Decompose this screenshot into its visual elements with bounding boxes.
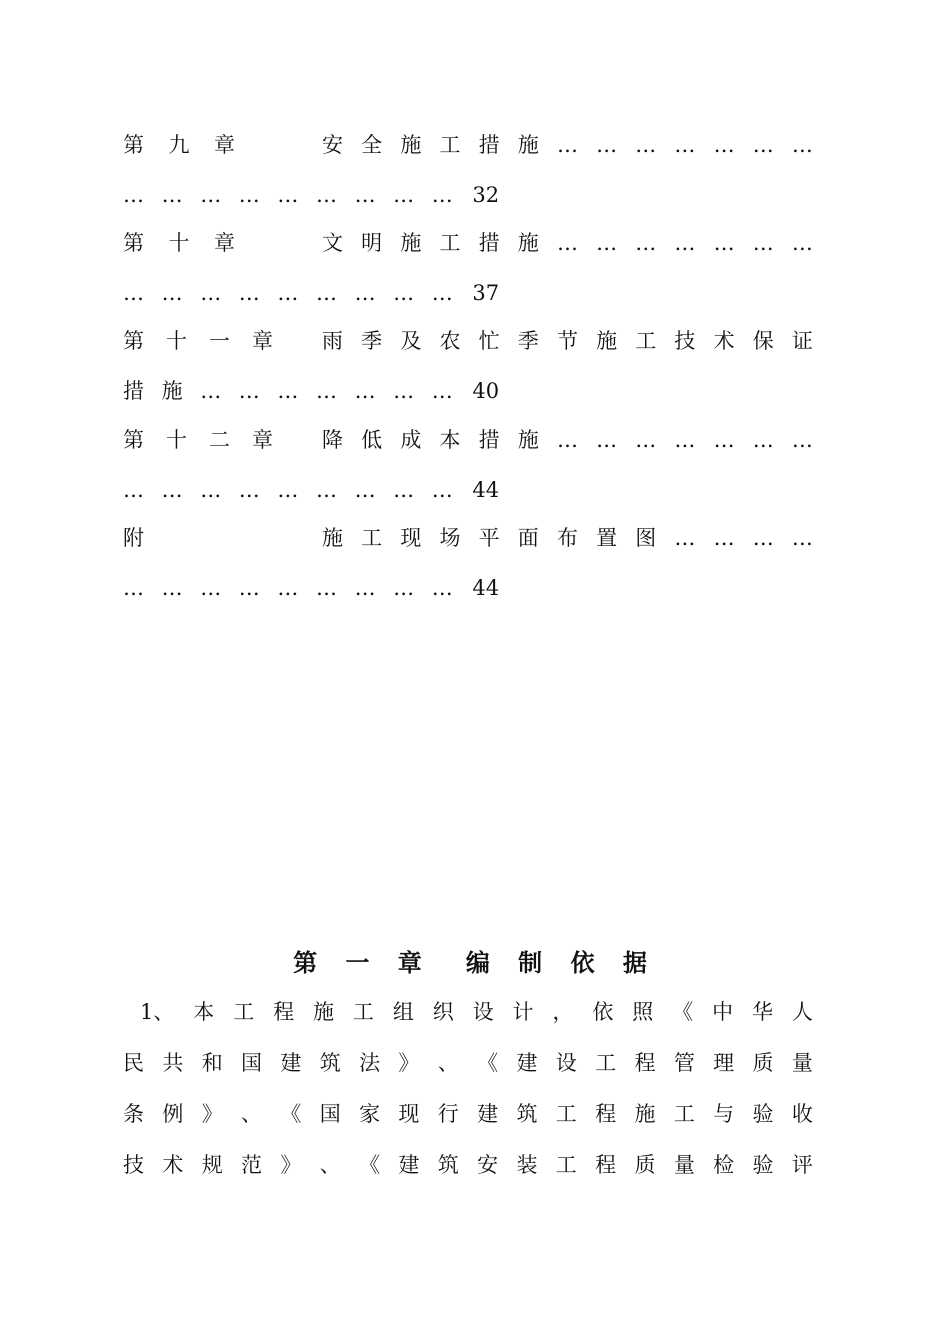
body-char: 《 [477, 1051, 499, 1075]
toc-char: … [277, 281, 299, 305]
body-char: 照 [632, 1000, 654, 1024]
body-char: 与 [713, 1102, 735, 1126]
body-text-line [140, 997, 813, 1027]
body-text-line [123, 1150, 813, 1180]
toc-char: … [713, 428, 735, 452]
body-char: 装 [516, 1153, 538, 1177]
toc-entry-continuation [123, 573, 499, 603]
body-char: ， [552, 1000, 574, 1024]
toc-char: 施 [322, 526, 343, 550]
body-char: 国 [319, 1102, 341, 1126]
body-char: 本 [193, 1000, 215, 1024]
toc-char: 施 [400, 231, 422, 255]
toc-char: … [354, 478, 376, 502]
body-char: 、 [241, 1102, 263, 1126]
body-char: 依 [592, 1000, 614, 1024]
body-char: 检 [713, 1153, 735, 1177]
body-char: 工 [555, 1102, 577, 1126]
body-char: 1、 [140, 1000, 175, 1024]
body-char: 技 [123, 1153, 144, 1177]
toc-char: … [431, 183, 453, 207]
toc-char: … [635, 231, 657, 255]
toc-char: … [200, 576, 222, 600]
body-char: 管 [673, 1051, 695, 1075]
toc-char: … [752, 428, 774, 452]
toc-char: 图 [635, 526, 657, 550]
toc-entry-number [123, 130, 235, 160]
body-char: 《 [359, 1153, 381, 1177]
body-char: 中 [712, 1000, 734, 1024]
toc-entry-title [322, 228, 813, 258]
toc-char: … [431, 576, 453, 600]
body-char: 例 [162, 1102, 184, 1126]
body-char: 民 [123, 1051, 144, 1075]
toc-char: 降 [322, 428, 343, 452]
toc-char: 平 [478, 526, 500, 550]
toc-char: … [431, 379, 453, 403]
toc-char: 章 [252, 329, 273, 353]
toc-char: … [393, 478, 415, 502]
toc-char: … [752, 526, 774, 550]
body-char: 收 [791, 1102, 813, 1126]
toc-char: … [238, 281, 260, 305]
toc-char: 忙 [478, 329, 500, 353]
toc-char: … [277, 576, 299, 600]
body-char: 现 [398, 1102, 420, 1126]
body-char: 建 [398, 1153, 420, 1177]
toc-char: … [431, 478, 453, 502]
toc-char: … [556, 133, 578, 157]
toc-char: … [393, 576, 415, 600]
toc-page-number: 44 [472, 478, 500, 502]
toc-char: … [123, 478, 144, 502]
toc-char: … [791, 133, 813, 157]
toc-char: … [277, 183, 299, 207]
toc-char: 文 [322, 231, 343, 255]
toc-char: 施 [517, 133, 539, 157]
toc-char: 施 [517, 428, 539, 452]
body-char: 理 [713, 1051, 735, 1075]
body-char: 施 [634, 1102, 656, 1126]
body-char: 施 [313, 1000, 334, 1024]
toc-char: 工 [439, 231, 461, 255]
toc-char: 农 [439, 329, 461, 353]
toc-entry-number [123, 523, 143, 553]
body-char: 验 [752, 1153, 774, 1177]
toc-char: 十 [166, 428, 187, 452]
body-char: 计 [512, 1000, 534, 1024]
toc-char: … [596, 428, 618, 452]
toc-char: … [277, 478, 299, 502]
toc-char: 及 [400, 329, 422, 353]
toc-char: 十 [166, 329, 187, 353]
toc-char: 第 [123, 133, 144, 157]
toc-char: … [752, 133, 774, 157]
toc-entry-continuation [123, 278, 499, 308]
toc-char: 安 [322, 133, 343, 157]
body-char: 质 [752, 1051, 774, 1075]
toc-char: 章 [214, 133, 235, 157]
body-char: 家 [359, 1102, 381, 1126]
toc-char: … [635, 428, 657, 452]
body-char: 建 [280, 1051, 302, 1075]
body-char: 《 [280, 1102, 302, 1126]
toc-char: 章 [252, 428, 273, 452]
toc-char: 十 [168, 231, 190, 255]
toc-char: 面 [517, 526, 539, 550]
body-char: 筑 [437, 1153, 459, 1177]
body-char: 筑 [319, 1051, 341, 1075]
toc-char: 证 [791, 329, 813, 353]
body-char: 工 [555, 1153, 577, 1177]
body-char: 验 [752, 1102, 774, 1126]
toc-char: … [791, 526, 813, 550]
toc-char: … [354, 576, 376, 600]
body-char: 行 [437, 1102, 459, 1126]
toc-char: 低 [361, 428, 383, 452]
body-char: 程 [273, 1000, 295, 1024]
toc-char: … [752, 231, 774, 255]
chapter-heading [0, 945, 950, 981]
toc-char: … [238, 478, 260, 502]
body-char: 程 [634, 1051, 656, 1075]
toc-char: … [315, 281, 337, 305]
body-char: 筑 [516, 1102, 538, 1126]
toc-char: … [674, 428, 696, 452]
toc-char: … [200, 281, 222, 305]
body-char: 共 [162, 1051, 184, 1075]
toc-char: … [393, 379, 415, 403]
toc-char: 二 [209, 428, 230, 452]
toc-char: … [393, 281, 415, 305]
toc-char: 全 [361, 133, 383, 157]
toc-char: 工 [361, 526, 383, 550]
toc-char: 成 [400, 428, 422, 452]
toc-char: 季 [361, 329, 383, 353]
toc-char: … [635, 133, 657, 157]
toc-char: 保 [752, 329, 774, 353]
toc-char: … [161, 281, 183, 305]
chapter-title: 编 制 依 据 [465, 949, 657, 977]
toc-char: … [713, 133, 735, 157]
toc-char: 第 [123, 329, 144, 353]
toc-char: … [393, 183, 415, 207]
toc-char: … [354, 379, 376, 403]
toc-char: … [315, 576, 337, 600]
body-char: 条 [123, 1102, 144, 1126]
toc-char: … [238, 183, 260, 207]
body-char: 术 [162, 1153, 184, 1177]
toc-char: … [674, 133, 696, 157]
body-text-line [123, 1099, 813, 1129]
toc-page-number: 32 [472, 183, 500, 207]
toc-char: 工 [439, 133, 461, 157]
toc-char: 本 [439, 428, 461, 452]
toc-char: 九 [168, 133, 190, 157]
body-char: 程 [595, 1153, 617, 1177]
toc-char: … [674, 231, 696, 255]
toc-entry-continuation [123, 475, 499, 505]
toc-page-number: 37 [472, 281, 500, 305]
toc-char: … [713, 526, 735, 550]
toc-entry-title [322, 326, 813, 356]
toc-char: 节 [556, 329, 578, 353]
toc-char: … [354, 183, 376, 207]
body-char: 工 [673, 1102, 695, 1126]
toc-char: … [791, 231, 813, 255]
body-char: 设 [472, 1000, 494, 1024]
toc-char: 明 [361, 231, 383, 255]
body-char: 质 [634, 1153, 656, 1177]
toc-char: 措 [123, 379, 144, 403]
toc-char: 措 [478, 428, 500, 452]
body-char: 组 [392, 1000, 414, 1024]
toc-char: … [713, 231, 735, 255]
toc-entry-title [322, 425, 813, 455]
toc-page-number: 44 [472, 576, 500, 600]
toc-char: 附 [123, 526, 144, 550]
body-char: 程 [595, 1102, 617, 1126]
body-char: 》 [280, 1153, 302, 1177]
toc-char: … [596, 231, 618, 255]
toc-char: … [200, 183, 222, 207]
toc-char: 置 [596, 526, 618, 550]
toc-char: 施 [161, 379, 183, 403]
body-char: 、 [437, 1051, 459, 1075]
toc-char: … [238, 379, 260, 403]
toc-char: … [315, 183, 337, 207]
body-char: 安 [477, 1153, 499, 1177]
toc-char: 第 [123, 231, 144, 255]
toc-entry-number [123, 228, 235, 258]
body-char: 评 [791, 1153, 813, 1177]
toc-char: … [315, 379, 337, 403]
body-char: 建 [516, 1051, 538, 1075]
toc-entry-continuation [123, 180, 499, 210]
body-char: 》 [201, 1102, 223, 1126]
toc-page-number: 40 [472, 379, 500, 403]
toc-char: … [161, 478, 183, 502]
body-char: 、 [319, 1153, 341, 1177]
body-char: 织 [432, 1000, 454, 1024]
toc-char: … [431, 281, 453, 305]
toc-char: … [556, 428, 578, 452]
toc-char: 工 [635, 329, 657, 353]
body-text-line [123, 1048, 813, 1078]
body-char: 《 [672, 1000, 694, 1024]
toc-char: 术 [713, 329, 735, 353]
toc-char: … [354, 281, 376, 305]
toc-char: … [161, 183, 183, 207]
toc-char: … [315, 478, 337, 502]
toc-char: … [200, 478, 222, 502]
toc-char: 场 [439, 526, 461, 550]
body-char: 建 [477, 1102, 499, 1126]
toc-entry-number [123, 425, 273, 455]
toc-char: 施 [400, 133, 422, 157]
toc-char: 一 [209, 329, 230, 353]
body-char: 规 [201, 1153, 223, 1177]
toc-char: 措 [478, 133, 500, 157]
toc-char: … [123, 576, 144, 600]
toc-char: 第 [123, 428, 144, 452]
body-char: 法 [359, 1051, 381, 1075]
toc-char: 布 [556, 526, 578, 550]
toc-char: 章 [214, 231, 235, 255]
toc-char: … [123, 183, 144, 207]
toc-char: … [674, 526, 696, 550]
body-char: 华 [751, 1000, 773, 1024]
toc-entry-title [322, 523, 813, 553]
toc-entry-continuation [123, 376, 499, 406]
toc-char: 施 [596, 329, 618, 353]
toc-char: … [556, 231, 578, 255]
toc-char: 措 [478, 231, 500, 255]
toc-char: 技 [674, 329, 696, 353]
toc-char: … [200, 379, 222, 403]
toc-entry-title [322, 130, 813, 160]
body-char: 工 [233, 1000, 255, 1024]
body-char: 设 [555, 1051, 577, 1075]
toc-entry-number [123, 326, 273, 356]
toc-char: 雨 [322, 329, 343, 353]
body-char: 范 [241, 1153, 263, 1177]
toc-char: … [123, 281, 144, 305]
body-char: 工 [352, 1000, 374, 1024]
toc-char: … [596, 133, 618, 157]
body-char: 国 [241, 1051, 263, 1075]
body-char: 人 [791, 1000, 813, 1024]
toc-char: … [791, 428, 813, 452]
chapter-number: 第 一 章 [293, 949, 432, 977]
body-char: 和 [201, 1051, 223, 1075]
body-char: 量 [791, 1051, 813, 1075]
toc-char: 施 [517, 231, 539, 255]
toc-char: … [238, 576, 260, 600]
toc-char: … [277, 379, 299, 403]
body-char: 》 [398, 1051, 420, 1075]
toc-char: … [161, 576, 183, 600]
body-char: 工 [595, 1051, 617, 1075]
toc-char: 现 [400, 526, 422, 550]
toc-char: 季 [517, 329, 539, 353]
body-char: 量 [673, 1153, 695, 1177]
